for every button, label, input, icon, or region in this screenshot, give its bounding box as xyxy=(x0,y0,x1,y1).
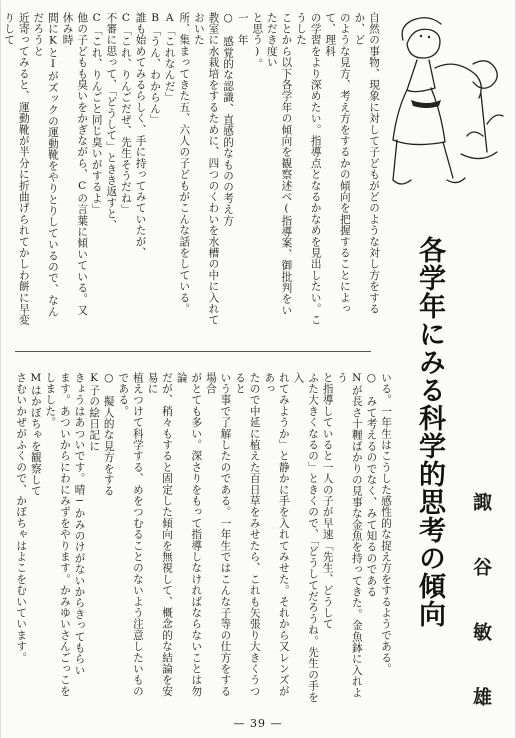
child-illustration xyxy=(377,4,507,200)
page-number: — 39 — xyxy=(233,717,283,730)
observation-text: いる。一年生はこうした感性的な捉え方をするようである。 ○ みて考えるのでなく、みて知るのである Nが長さ十糎ばかりの見事な金魚を持ってきた。金魚鉢に入れよう と指導していると一人の子が早速「先生、どうして ふた大きくなるの」ときくので、「どうしてだろうね。先生の手を入 れてみようか」と静かに手を入れてみせた。それから又レンズがあっ たので中延に植えた百日草をみせたら、これも矢張り大きくうつると いう事で了解したのである。一年生ではこんな子等の仕方をする場合 がとても多い。深さりをもって指導しなければならないことは勿論 だが、稍々もすると固定した傾向を無視して、概念的な結論を安易に 植えつけて科学する、めをつむることのないよう注意したいものである。 ○ 擬人的な見方をする K子の絵日記に きょうはあついです。晴─かみのけがないからきってもらい ます。あついからにわにみずをやります。かみゆいさんごっこを しました。 Mはかぼちゃを観察して さむいかぜがふくので、かぼちゃはよこをむいています。 xyxy=(15,372,392,703)
section-divider xyxy=(15,351,371,352)
article-title: 各学年にみる科学的思考の傾向 xyxy=(414,236,445,628)
intro-and-first-grade-text: 自然の事物、現象に対して子どもがどのような対し方をするか、ど のような見方、考え方をするかの傾向を把握することによって、理科 の学習をより深めたい。指導点となるかなめを見出したい。こうした ことから以下各学年の傾向を観察述べ(指導案、御批判をいただき度い と思う)。 一 年 ○ 感覚的な認識、直感的なものの考え方 教室に水栽培をするために、四つのくわいを水槽の中に入れておいた 所、集まってきた五、六人の子どもがこんな話をしている。 A「これなんだ」 B「うん、わからん」 誰も始めてみるらしく、手に持ってみていたが、 C「これ、りんごだぜ、先生そうだね」 不審に思って、「どうして」ときき返すと、 C「これ、りんごと同じ臭いがするよ」 他の子どもも臭いをかぎながら、Cの言葉に傾いている。又休み時 間にKとIがズックの運動靴をやりとりしているので、なんだろうと 近寄ってみると、運動靴が半分に折曲げられてかしわ餅に早変りして xyxy=(3,12,380,326)
author-name: 諏 谷 敏 雄 xyxy=(470,492,492,718)
